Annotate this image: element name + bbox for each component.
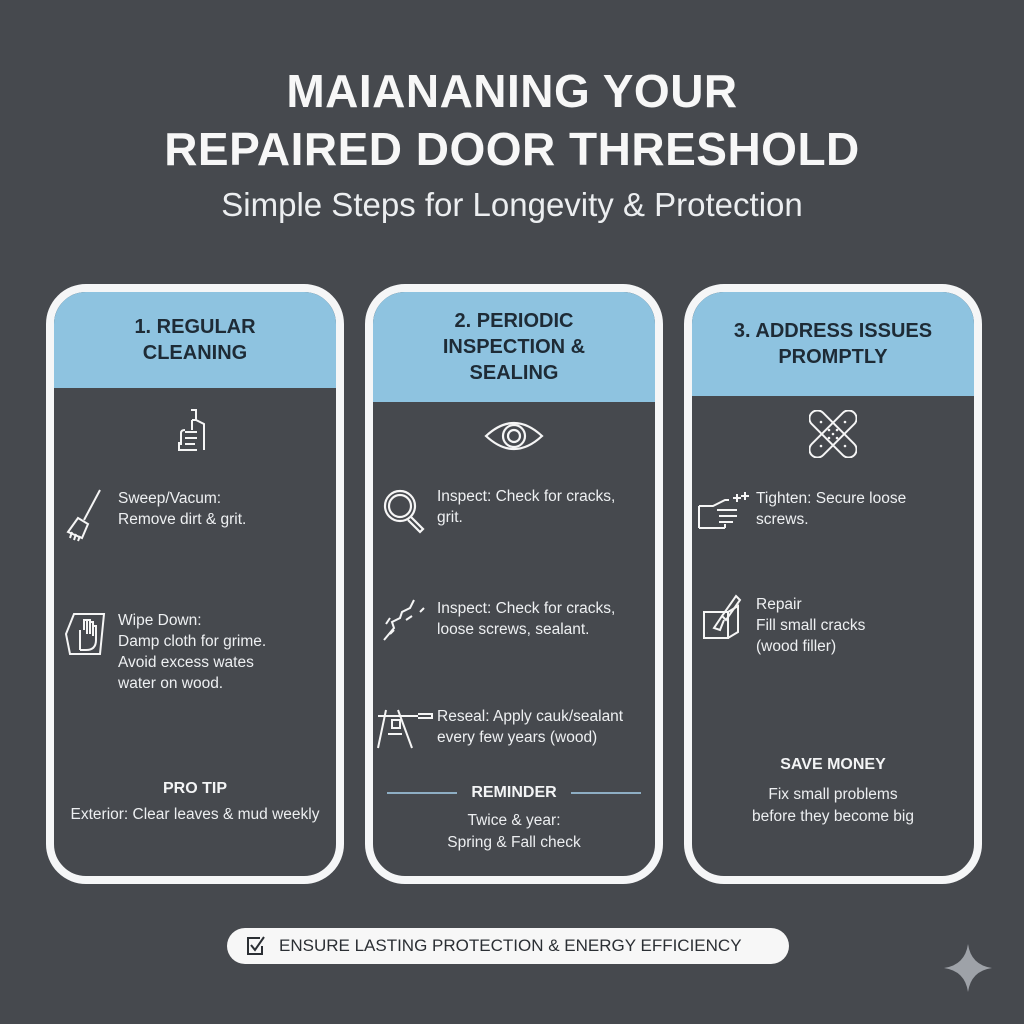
reminder-text: Spring & Fall check bbox=[447, 834, 581, 851]
item-text: Sweep/Vacum: bbox=[118, 490, 222, 507]
item-text: water on wood. bbox=[118, 675, 224, 692]
item-text: Reseal: Apply cauk/sealant bbox=[437, 708, 624, 725]
card-header bbox=[373, 292, 655, 402]
banner-text: ENSURE LASTING PROTECTION & ENERGY EFFICIENCY bbox=[279, 936, 742, 955]
caulk-gun-icon bbox=[376, 706, 434, 750]
card-title-line: 3. ADDRESS ISSUES bbox=[733, 320, 933, 342]
item-text: screws. bbox=[756, 511, 809, 528]
wipe-cloth-icon bbox=[64, 610, 108, 658]
putty-knife-icon bbox=[700, 594, 748, 644]
bandage-icon bbox=[809, 410, 857, 464]
item-text: Inspect: Check for cracks, bbox=[437, 488, 616, 505]
pro-tip bbox=[54, 780, 336, 826]
divider bbox=[387, 792, 457, 794]
magnifier-icon bbox=[380, 486, 430, 536]
eye-icon bbox=[483, 416, 545, 470]
item-text: Avoid excess wates bbox=[118, 654, 254, 671]
save-money-label: SAVE MONEY bbox=[780, 756, 886, 773]
title-line-1: MAIANANING YOUR bbox=[286, 65, 738, 117]
item-text: Fill small cracks bbox=[756, 617, 866, 634]
divider bbox=[571, 792, 641, 794]
pro-tip-text: Exterior: Clear leaves & mud weekly bbox=[70, 806, 320, 823]
card-periodic-inspection bbox=[365, 284, 663, 884]
save-money bbox=[692, 756, 974, 828]
card-title-line: 1. REGULAR bbox=[134, 316, 256, 338]
pro-tip-label: PRO TIP bbox=[162, 780, 227, 797]
card-address-issues bbox=[684, 284, 982, 884]
item-text: Remove dirt & grit. bbox=[118, 511, 247, 528]
card-title-line: CLEANING bbox=[142, 342, 248, 364]
card-title-line: INSPECTION & bbox=[442, 336, 586, 358]
card-title-line: 2. PERIODIC bbox=[454, 310, 574, 332]
save-money-text: before they become big bbox=[752, 808, 914, 825]
item-text: Damp cloth for grime. bbox=[118, 633, 267, 650]
crack-icon bbox=[380, 598, 430, 644]
card-title-line: PROMPTLY bbox=[778, 346, 888, 368]
item-text: Inspect: Check for cracks, bbox=[437, 600, 616, 617]
reminder bbox=[373, 784, 655, 854]
bottom-banner bbox=[227, 928, 789, 964]
item-text: (wood filler) bbox=[756, 638, 837, 655]
card-header bbox=[692, 292, 974, 396]
item-text: Wipe Down: bbox=[118, 612, 202, 629]
card-header bbox=[54, 292, 336, 388]
page-subtitle: Simple Steps for Longevity & Protection bbox=[221, 186, 803, 223]
item-text: loose screws, sealant. bbox=[437, 621, 590, 638]
item-text: grit. bbox=[437, 509, 463, 526]
page-title bbox=[0, 62, 1024, 178]
item-text: Repair bbox=[756, 596, 802, 613]
reminder-label: REMINDER bbox=[471, 784, 557, 801]
checkbox-icon bbox=[245, 935, 267, 957]
sparkle-icon bbox=[942, 942, 994, 994]
hand-tighten-icon bbox=[697, 488, 751, 532]
broom-icon bbox=[66, 488, 106, 544]
item-text: every few years (wood) bbox=[437, 729, 598, 746]
card-regular-cleaning bbox=[46, 284, 344, 884]
save-money-text: Fix small problems bbox=[768, 786, 898, 803]
thumbs-up-icon bbox=[171, 406, 219, 460]
reminder-text: Twice & year: bbox=[467, 812, 561, 829]
card-title-line: SEALING bbox=[469, 362, 559, 384]
title-line-2: REPAIRED DOOR THRESHOLD bbox=[164, 123, 860, 175]
item-text: Tighten: Secure loose bbox=[756, 490, 907, 507]
